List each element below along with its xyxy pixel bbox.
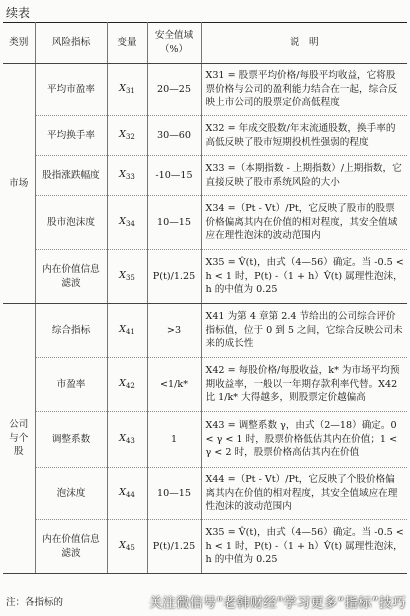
range-cell: <1/k*	[147, 358, 201, 412]
header-range: 安全值域（%）	[147, 23, 201, 64]
variable-cell: $X_{45}$	[107, 520, 147, 574]
description-cell: X35 = V̂(t)，由式（4—56）确定。当 -0.5 < h < 1 时，P(t) -（1 + h）V̂(t) 属理性泡沫，h 的中值为 0.25	[201, 250, 407, 304]
table-row	[3, 468, 407, 520]
table-row	[3, 196, 407, 250]
table-caption: 续表	[6, 6, 31, 20]
variable-cell: $X_{32}$	[107, 116, 147, 156]
description-cell: X41 为第 4 章第 2.4 节给出的公司综合评价指标值，位于 0 到 5 之间，它综合反映公司未来的成长性	[201, 304, 407, 358]
range-cell: 1	[147, 412, 201, 468]
range-cell: P(t)/1.25	[147, 520, 201, 574]
risk-indicator-table	[3, 22, 407, 574]
header-description: 说 明	[201, 23, 407, 64]
indicator-cell: 平均市盈率	[35, 64, 107, 116]
description-cell: X32 = 年成交股数/年末流通股数，换手率的高低反映了股市短期投机性强弱的程度	[201, 116, 407, 156]
indicator-cell: 调整系数	[35, 412, 107, 468]
table-row	[3, 116, 407, 156]
table-row	[3, 156, 407, 196]
indicator-cell: 股指涨跌幅度	[35, 156, 107, 196]
variable-cell: $X_{33}$	[107, 156, 147, 196]
range-cell: 10—15	[147, 196, 201, 250]
table-header-row	[3, 23, 407, 64]
header-category: 类别	[3, 23, 35, 64]
variable-cell: $X_{35}$	[107, 250, 147, 304]
table-row	[3, 520, 407, 574]
range-cell: P(t)/1.25	[147, 250, 201, 304]
variable-cell: $X_{43}$	[107, 412, 147, 468]
description-cell: X31 = 股票平均价格/每股平均收益，它将股票价格与公司的盈利能力结合在一起，综合反映上市公司的股票定价高低程度	[201, 64, 407, 116]
description-cell: X35 = V̂(t)，由式（4—56）确定。当 -0.5 < h < 1 时，P(t) -（1 + h）V̂(t) 属理性泡沫，h 的中值为 0.25	[201, 520, 407, 574]
indicator-cell: 股市泡沫度	[35, 196, 107, 250]
description-cell: X42 = 每股价格/每股收益，k* 为市场平均预期收益率，一般以一年期存款利率代替。X42 比 1/k* 大得越多，则股票定价越偏高	[201, 358, 407, 412]
range-cell: 10—15	[147, 468, 201, 520]
description-cell: X43 = 调整系数 γ，由式（2—18）确定。0 < γ < 1 时，股票价格低估其内在价值；1 < γ < 2 时，股票价格高估其内在价值	[201, 412, 407, 468]
variable-cell: $X_{42}$	[107, 358, 147, 412]
range-cell: 30—60	[147, 116, 201, 156]
indicator-cell: 综合指标	[35, 304, 107, 358]
category-cell: 公司与个股	[3, 304, 35, 574]
table-row	[3, 412, 407, 468]
table-footnote: 注：各指标的	[6, 597, 64, 608]
indicator-cell: 泡沫度	[35, 468, 107, 520]
table-row	[3, 64, 407, 116]
indicator-cell: 内在价值信息滤波	[35, 250, 107, 304]
header-variable: 变量	[107, 23, 147, 64]
header-indicator: 风险指标	[35, 23, 107, 64]
indicator-cell: 内在价值信息滤波	[35, 520, 107, 574]
indicator-cell: 市盈率	[35, 358, 107, 412]
description-cell: X33 =（本期指数 - 上期指数）/上期指数，它直接反映了股市系统风险的大小	[201, 156, 407, 196]
variable-cell: $X_{41}$	[107, 304, 147, 358]
indicator-cell: 平均换手率	[35, 116, 107, 156]
variable-cell: $X_{44}$	[107, 468, 147, 520]
watermark: 关注微信号"老韩财经"学习更多“指标”技巧	[149, 596, 406, 611]
description-cell: X34 =（Pt - Vt）/Pt，它反映了股市的股票价格偏离其内在价值的相对程度，其安全值域应在理性泡沫的波动范围内	[201, 196, 407, 250]
range-cell: >3	[147, 304, 201, 358]
variable-cell: $X_{31}$	[107, 64, 147, 116]
description-cell: X44 =（Pt - Vt）/Pt，它反映了个股价格偏离其内在价值的相对程度，其安全值域应在理性泡沫的波动范围内	[201, 468, 407, 520]
table-row	[3, 358, 407, 412]
table-row	[3, 304, 407, 358]
category-cell: 市场	[3, 64, 35, 304]
range-cell: -10—15	[147, 156, 201, 196]
table-row	[3, 250, 407, 304]
variable-cell: $X_{34}$	[107, 196, 147, 250]
range-cell: 20—25	[147, 64, 201, 116]
